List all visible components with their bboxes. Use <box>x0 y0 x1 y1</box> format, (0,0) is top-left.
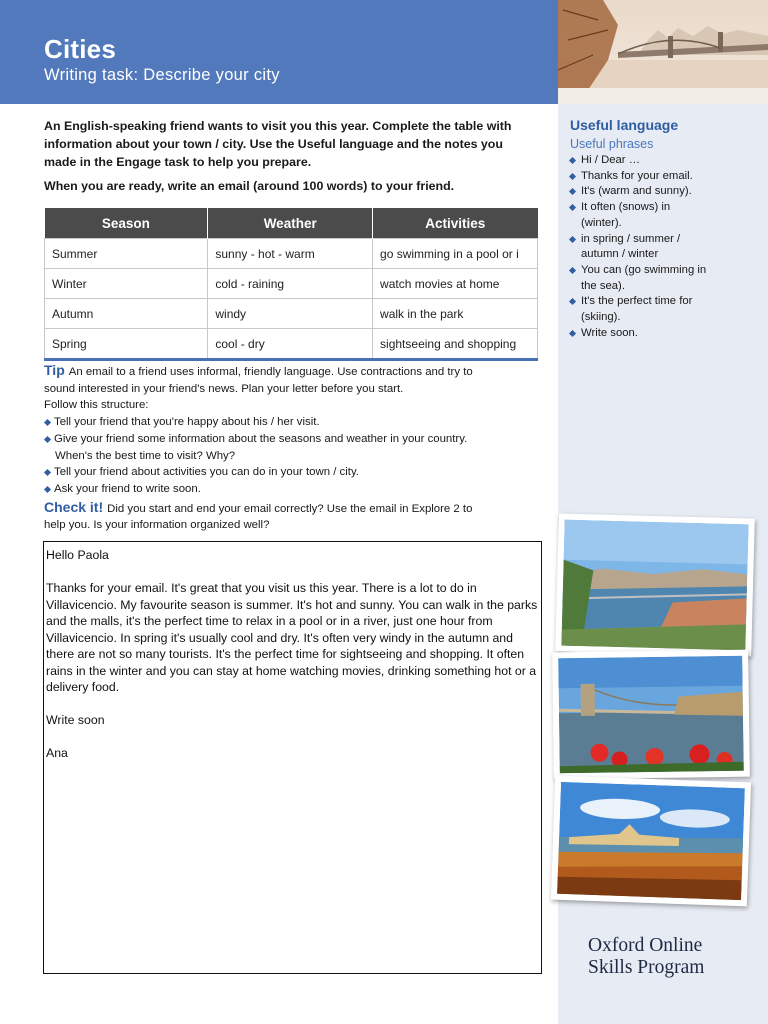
bullet-icon <box>569 173 576 180</box>
bullet-icon <box>44 419 51 426</box>
task-instructions <box>44 117 538 201</box>
bullet-icon <box>569 298 576 305</box>
column-header-activities: Activities <box>373 208 538 239</box>
table-cell[interactable]: windy <box>208 299 373 329</box>
photo-river-panorama <box>555 513 755 656</box>
table-cell[interactable]: Winter <box>45 269 208 299</box>
structure-item: Give your friend some information about the seasons and weather in your country. <box>44 431 538 448</box>
instruction-paragraph: An English-speaking friend wants to visit you this year. Complete the table with information about your town / city. Use the Useful language and the notes you made in the Engage task to help you prepare. <box>44 119 512 169</box>
instruction-paragraph: When you are ready, write an email (around 100 words) to your friend. <box>44 179 455 193</box>
bullet-icon <box>44 436 51 443</box>
publisher-logo: Oxford Online Skills Program <box>588 935 705 978</box>
sidebar-title: Useful language <box>570 117 679 133</box>
phrase-item: Thanks for your email. <box>570 169 750 185</box>
check-it-text: Did you start and end your email correctly? Use the email in Explore 2 to <box>107 502 473 515</box>
bullet-icon <box>569 188 576 195</box>
bullet-icon <box>569 204 576 211</box>
table-cell[interactable]: go swimming in a pool or i <box>373 239 538 269</box>
bullet-icon <box>44 486 51 493</box>
page-subtitle: Writing task: Describe your city <box>44 66 280 84</box>
table-cell[interactable]: Summer <box>45 239 208 269</box>
table-cell[interactable]: watch movies at home <box>373 269 538 299</box>
table-cell[interactable]: cool - dry <box>208 329 373 360</box>
seasons-table <box>44 208 538 361</box>
page-header <box>0 0 558 104</box>
photo-parliament-autumn <box>551 776 751 907</box>
email-signature: Ana <box>46 746 68 760</box>
email-answer-box[interactable] <box>43 541 542 974</box>
table-row <box>45 269 538 299</box>
table-cell[interactable]: cold - raining <box>208 269 373 299</box>
phrase-item: It's (warm and sunny). <box>570 184 750 200</box>
tip-section <box>44 362 538 534</box>
header-photo-bridge-winter <box>558 0 768 104</box>
table-row <box>45 329 538 360</box>
bullet-icon <box>44 469 51 476</box>
check-it-text: help you. Is your information organized well? <box>44 519 270 532</box>
table-cell[interactable]: walk in the park <box>373 299 538 329</box>
bullet-icon <box>569 267 576 274</box>
structure-item: Tell your friend about activities you can do in your town / city. <box>44 464 538 481</box>
table-row <box>45 239 538 269</box>
table-cell[interactable]: Spring <box>45 329 208 360</box>
phrase-item: Hi / Dear … <box>570 153 750 169</box>
tip-text: sound interested in your friend's news. Plan your letter before you start. <box>44 382 404 395</box>
phrase-item: in spring / summer / autumn / winter <box>570 232 750 263</box>
sidebar-subtitle: Useful phrases <box>570 137 654 151</box>
tip-label: Tip <box>44 362 65 378</box>
check-it-label: Check it! <box>44 498 104 515</box>
structure-item: Ask your friend to write soon. <box>44 481 538 498</box>
structure-item-continued: When's the best time to visit? Why? <box>55 449 236 462</box>
page-title: Cities <box>44 34 117 64</box>
email-body: Thanks for your email. It's great that you visit us this year. There is a lot to do in Villavicencio. My favourite season is summer. It's hot and sunny. You can walk in the parks and the malls, it's the perfect time to relax in a pool or in a river, just one hour from Villavicencio. In spring it's usually cool and dry. It's often very windy in the autumn and there are not so many tourists. It's the perfect time for sightseeing and shopping. It often rains in the winter and you can stay at home watching movies, drinking something hot or a delivery food. <box>46 581 538 694</box>
email-greeting: Hello Paola <box>46 548 109 562</box>
bullet-icon <box>569 157 576 164</box>
structure-item: Tell your friend that you're happy about his / her visit. <box>44 414 538 431</box>
table-cell[interactable]: Autumn <box>45 299 208 329</box>
phrase-item: You can (go swimming in the sea). <box>570 263 750 294</box>
structure-label: Follow this structure: <box>44 399 149 412</box>
phrase-item: Write soon. <box>570 326 750 342</box>
tip-text: An email to a friend uses informal, friendly language. Use contractions and try to <box>68 366 473 378</box>
column-header-season: Season <box>45 208 208 239</box>
phrase-item: It's the perfect time for (skiing). <box>570 294 750 325</box>
table-cell[interactable]: sightseeing and shopping <box>373 329 538 360</box>
column-header-weather: Weather <box>208 208 373 239</box>
bullet-icon <box>569 235 576 242</box>
table-header-row <box>45 208 538 239</box>
table-cell[interactable]: sunny - hot - warm <box>208 239 373 269</box>
table-row <box>45 299 538 329</box>
phrase-item: It often (snows) in (winter). <box>570 200 750 231</box>
useful-phrases-list <box>570 153 750 341</box>
bullet-icon <box>569 330 576 337</box>
photo-chain-bridge-flowers <box>552 650 750 780</box>
email-closing: Write soon <box>46 713 105 727</box>
